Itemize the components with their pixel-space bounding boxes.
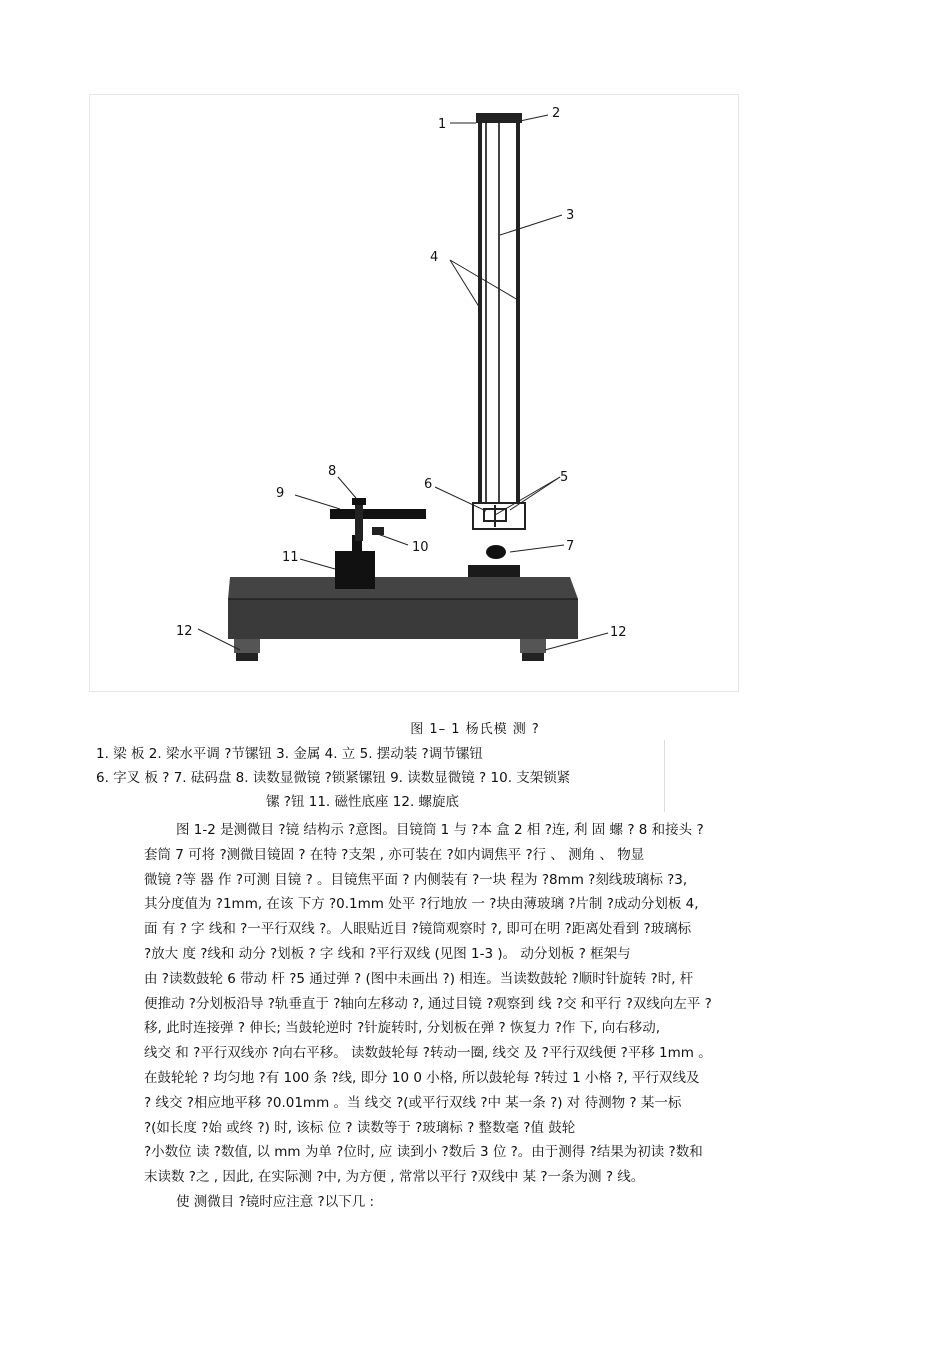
label-1: 1: [438, 117, 447, 132]
label-8: 8: [328, 464, 337, 479]
label-6: 6: [424, 477, 433, 492]
label-7: 7: [566, 539, 575, 554]
text-line: 其分度值为 ?1mm, 在该 下方 ?0.1mm 处平 ?行地放 一 ?块由薄玻璃 ?片制 ?成动分划板 4,: [144, 896, 699, 913]
label-2: 2: [552, 106, 561, 121]
text-line: 图 1-2 是测微目 ?镜 结构示 ?意图。目镜筒 1 与 ?本 盒 2 相 ?连, 利 固 螺 ? 8 和接头 ?: [176, 822, 704, 838]
label-4: 4: [430, 250, 439, 265]
text-line: ?放大 度 ?线和 动分 ?划板 ? 字 线和 ?平行双线 (见图 1-3 )。 动分划板 ? 框架与: [144, 945, 631, 962]
label-10: 10: [412, 540, 429, 555]
text-line: ?小数位 读 ?数值, 以 mm 为单 ?位时, 应 读到小 ?数后 3 位 ?。由于测得 ?结果为初读 ?数和: [144, 1144, 703, 1161]
figure-labels: [176, 106, 627, 640]
text-line: 在鼓轮轮 ? 均匀地 ?有 100 条 ?线, 即分 10 0 小格, 所以鼓轮每 ?转过 1 小格 ?, 平行双线及: [144, 1069, 700, 1086]
label-9: 9: [276, 486, 285, 501]
text-line: 使 测微目 ?镜时应注意 ?以下几 :: [176, 1193, 375, 1210]
base-board: [228, 577, 578, 639]
label-5: 5: [560, 470, 569, 485]
legend-line: 镙 ?钮 11. 磁性底座 12. 螺旋底: [266, 794, 460, 810]
text-line: 套筒 7 可将 ?测微目镜固 ? 在特 ?支架 , 亦可装在 ?如内调焦平 ?行 、 测角 、 物显: [144, 846, 645, 863]
support-frame: [476, 113, 522, 503]
magnetic-base: [335, 551, 375, 589]
legend-line: 6. 字叉 板 ? 7. 砝码盘 8. 读数显微镜 ?锁紧镙钮 9. 读数显微镜 ? 10. 支架锁紧: [96, 770, 571, 786]
legend-line: 1. 梁 板 2. 梁水平调 ?节镙钮 3. 金属 4. 立 5. 摆动装 ?调节镙钮: [96, 746, 483, 762]
label-12-right: 12: [610, 625, 627, 640]
text-line: 移, 此时连接弹 ? 伸长; 当鼓轮逆时 ?针旋转时, 分划板在弹 ? 恢复力 ?作 下, 向右移动,: [144, 1020, 661, 1037]
text-line: 面 有 ? 字 线和 ?一平行双线 ?。人眼贴近目 ?镜筒观察时 ?, 即可在明 ?距离处看到 ?玻璃标: [144, 921, 692, 938]
figure-caption: 图 1– 1 杨氏模 测 ?: [410, 722, 540, 737]
text-line: ? 线交 ?相应地平移 ?0.01mm 。当 线交 ?(或平行双线 ?中 某一条 ?) 对 待测物 ? 某一标: [144, 1094, 682, 1111]
label-12-left: 12: [176, 624, 193, 639]
text-line: 微镜 ?等 器 作 ?可测 目镜 ? 。目镜焦平面 ? 内侧装有 ?一块 程为 ?8mm ?刻线玻璃标 ?3,: [144, 871, 688, 888]
figure-young-modulus-apparatus: [89, 94, 739, 692]
weight-pan: [486, 545, 506, 559]
label-11: 11: [282, 550, 299, 565]
leveling-screw-left: [234, 639, 260, 661]
body-paragraph: [144, 818, 824, 1215]
text-line: 便推动 ?分划板沿导 ?轨垂直于 ?轴向左移动 ?, 通过目镜 ?观察到 线 ?交 和平行 ?双线向左平 ?: [144, 995, 712, 1012]
figure-legend: [96, 742, 666, 814]
text-line: 末读数 ?之 , 因此, 在实际测 ?中, 为方便 , 常常以平行 ?双线中 某 ?一条为测 ? 线。: [144, 1169, 645, 1186]
swing-adjuster: [473, 503, 525, 529]
label-3: 3: [566, 208, 575, 223]
text-line: 线交 和 ?平行双线亦 ?向右平移。 读数鼓轮每 ?转动一圈, 线交 及 ?平行双线便 ?平移 1mm 。: [144, 1045, 712, 1062]
text-line: ?(如长度 ?始 或终 ?) 时, 该标 位 ? 读数等于 ?玻璃标 ? 整数毫 ?值 鼓轮: [144, 1119, 576, 1136]
text-line: 由 ?读数鼓轮 6 带动 杆 ?5 通过弹 ? (图中未画出 ?) 相连。当读数鼓轮 ?顺时针旋转 ?时, 杆: [144, 970, 694, 987]
leveling-screw-right: [520, 639, 546, 661]
